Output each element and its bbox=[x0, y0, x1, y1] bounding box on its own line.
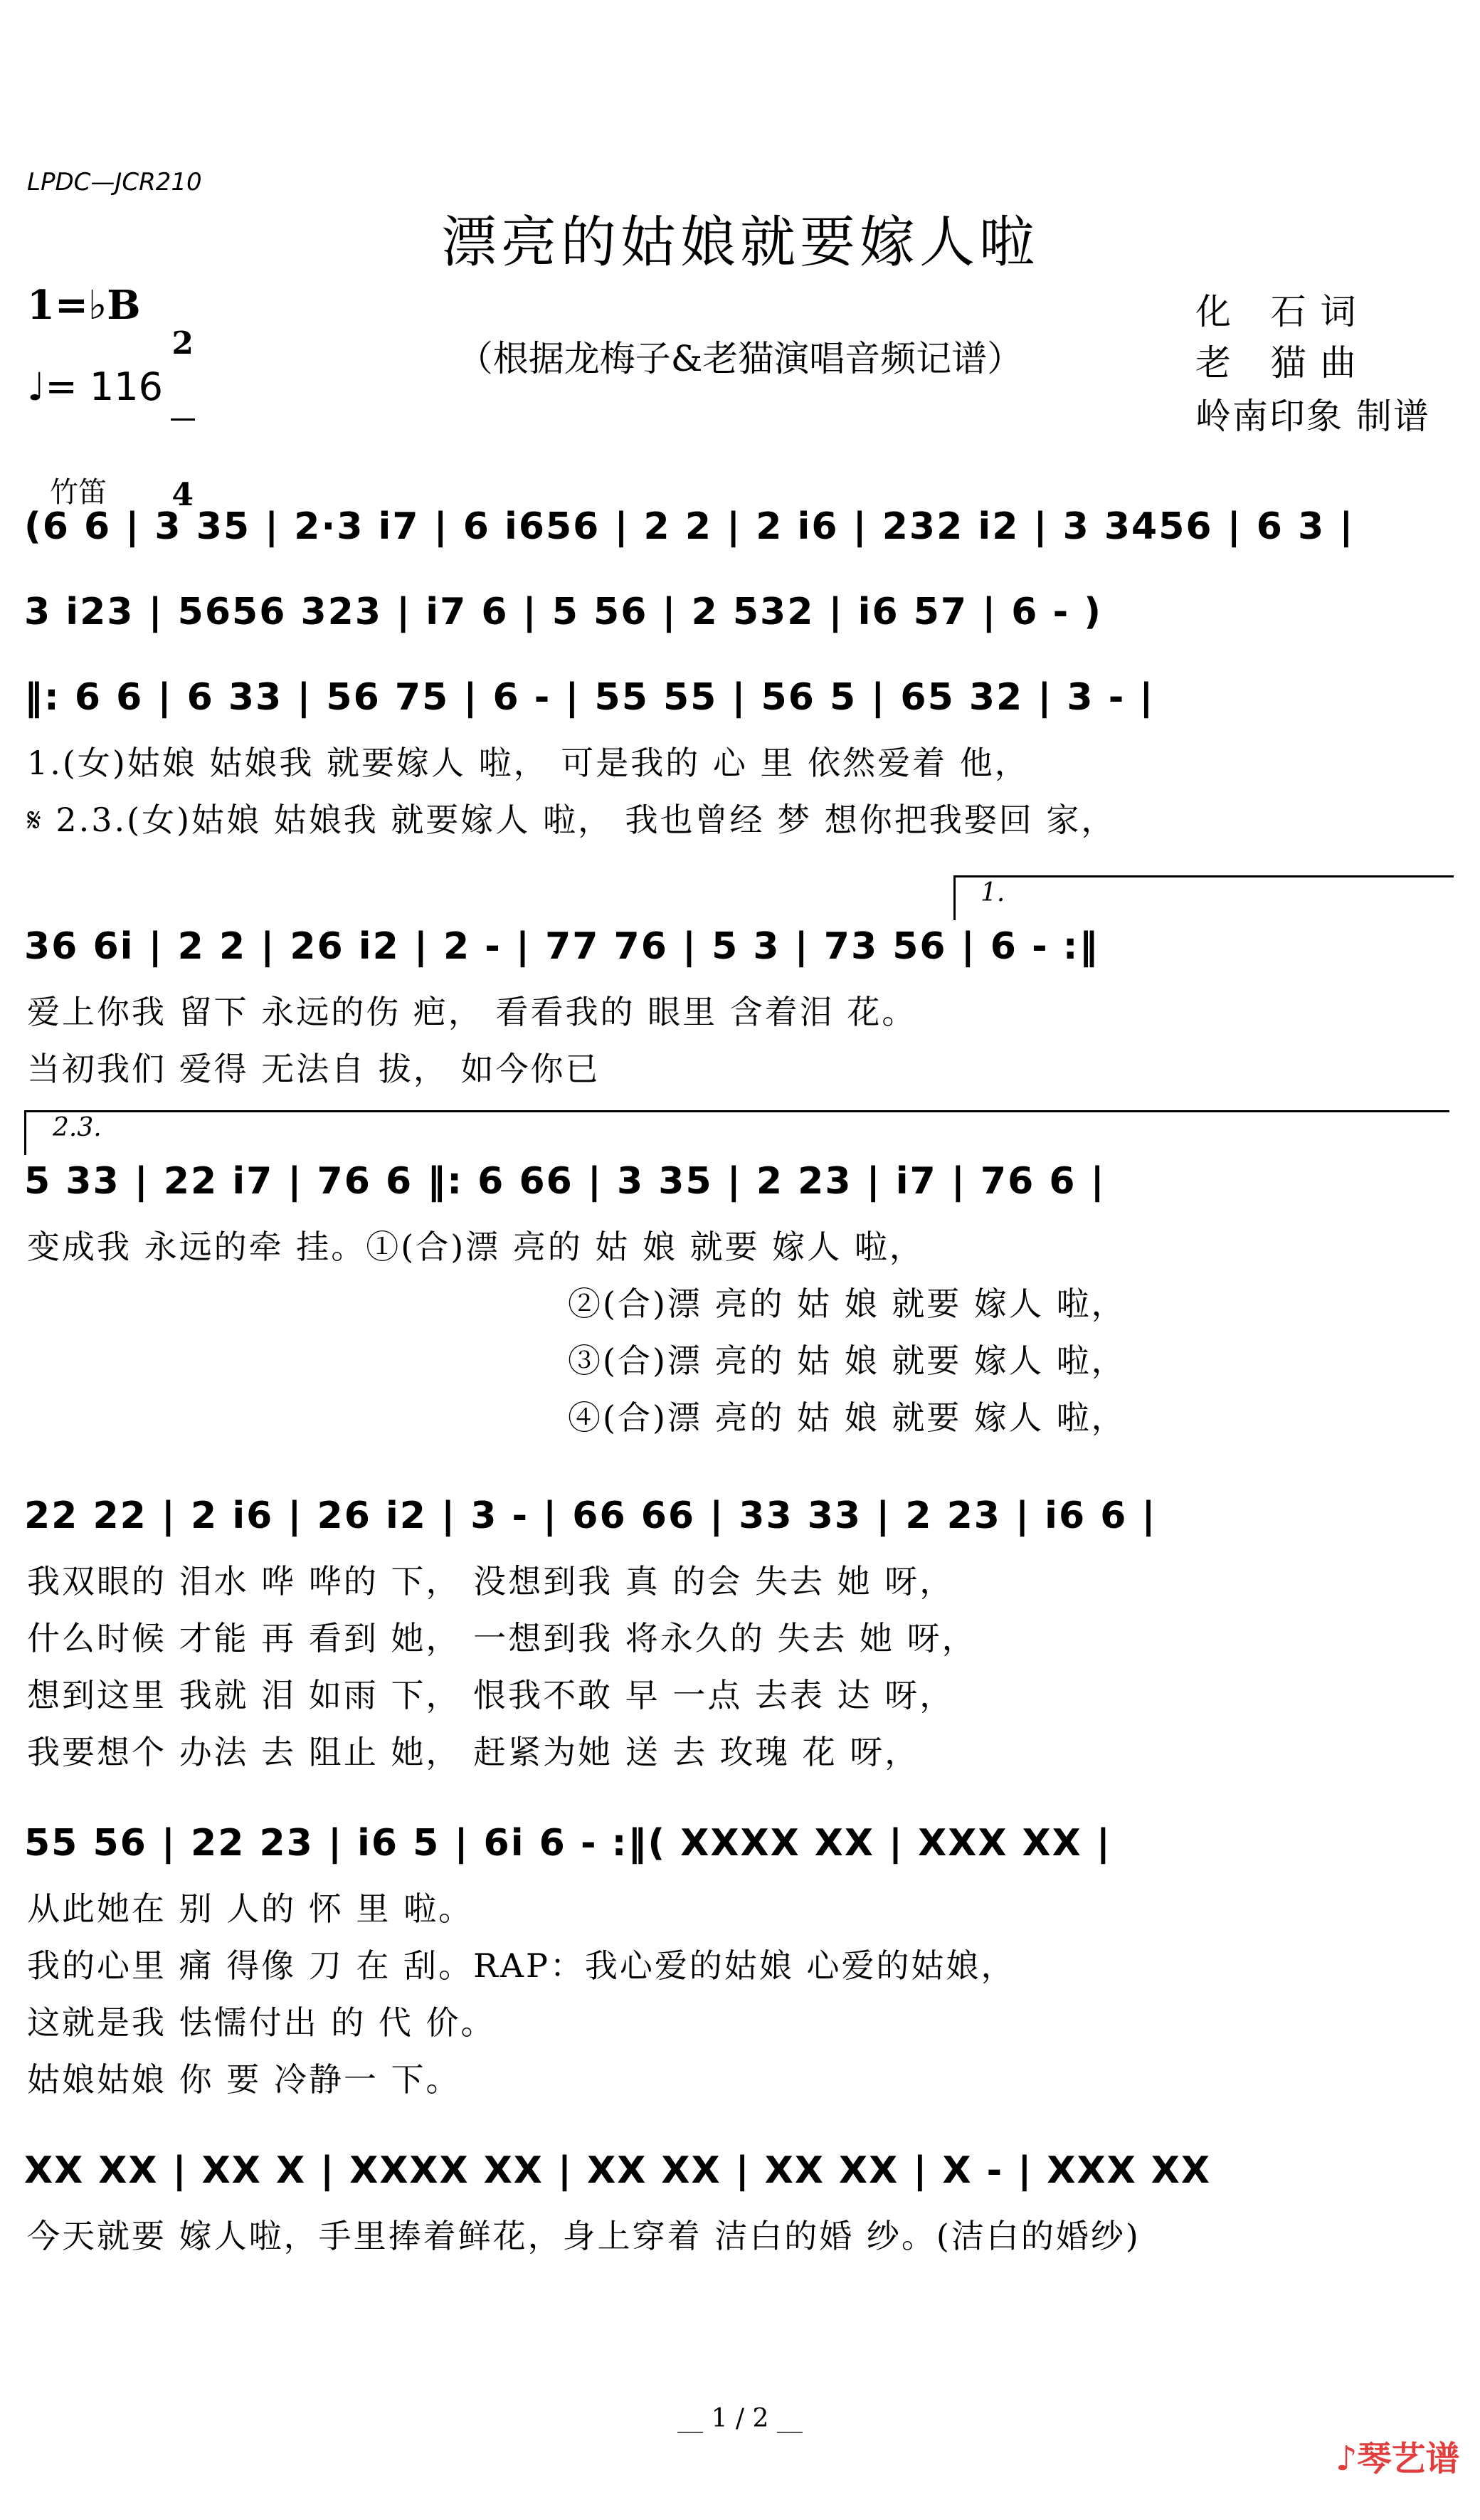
lyric-line: 今天就要 嫁人啦，手里捧着鲜花，身上穿着 洁白的婚 纱。(洁白的婚纱) bbox=[27, 2217, 1141, 2255]
lyric-line: 想到这里 我就 泪 如雨 下， 恨我不敢 早 一点 去表 达 呀， bbox=[27, 1676, 955, 1714]
notation-line: ‖: 6 6 | 6 33 | 56 75 | 6 - | 55 55 | 56 5 | 65 32 | 3 - | bbox=[24, 676, 1155, 719]
credit-arranger: 岭南印象 制谱 bbox=[1195, 396, 1430, 437]
time-signature-divider bbox=[171, 418, 195, 421]
lyric-line: 我的心里 痛 得像 刀 在 刮。RAP：我心爱的姑娘 心爱的姑娘， bbox=[27, 1946, 1016, 1985]
lyric-line: 当初我们 爱得 无法自 拔， 如今你已 bbox=[27, 1050, 601, 1088]
lyric-line: 变成我 永远的牵 挂。①(合)漂 亮的 姑 娘 就要 嫁人 啦， bbox=[27, 1228, 924, 1266]
site-logo bbox=[1288, 2391, 1460, 2520]
notation-line: 55 56 | 22 23 | i6 5 | 6i 6 - :‖( XXXX XX | XXX XX | bbox=[24, 1822, 1111, 1865]
lyric-line: ④(合)漂 亮的 姑 娘 就要 嫁人 啦， bbox=[568, 1398, 1126, 1437]
notation-line: 22 22 | 2 i6 | 26 i2 | 3 - | 66 66 | 33 33 | 2 23 | i6 6 | bbox=[24, 1494, 1157, 1537]
time-signature-bottom: 4 bbox=[171, 477, 194, 513]
lyric-line: 1.(女)姑娘 姑娘我 就要嫁人 啦， 可是我的 心 里 依然爱着 他， bbox=[27, 744, 1030, 782]
notation-line: 5 33 | 22 i7 | 76 6 ‖: 6 66 | 3 35 | 2 23 | i7 | 76 6 | bbox=[24, 1160, 1106, 1203]
logo-text: 琴艺谱 bbox=[1357, 2439, 1460, 2479]
song-title: 漂亮的姑娘就要嫁人啦 bbox=[440, 211, 1039, 275]
lyric-line: 我双眼的 泪水 哗 哗的 下， 没想到我 真 的会 失去 她 呀， bbox=[27, 1562, 955, 1601]
lyric-line: 爱上你我 留下 永远的伤 疤， 看看我的 眼里 含着泪 花。 bbox=[27, 993, 917, 1031]
lyric-line: 我要想个 办法 去 阻止 她， 赶紧为她 送 去 玫瑰 花 呀， bbox=[27, 1733, 920, 1771]
lyric-line: ②(合)漂 亮的 姑 娘 就要 嫁人 啦， bbox=[568, 1285, 1126, 1323]
lyric-line: 𝄋 2.3.(女)姑娘 姑娘我 就要嫁人 啦， 我也曾经 梦 想你把我娶回 家， bbox=[27, 801, 1116, 839]
lyric-line: 这就是我 怯懦付出 的 代 价。 bbox=[27, 2003, 496, 2042]
lyric-line: 从此她在 别 人的 怀 里 啦。 bbox=[27, 1889, 474, 1928]
logo-icon: ♪ bbox=[1335, 2439, 1358, 2479]
key-signature: 1=♭B bbox=[27, 282, 141, 329]
subtitle: （根据龙梅子&老猫演唱音频记谱） bbox=[457, 338, 1023, 379]
notation-line: 3 i23 | 5656 323 | i7 6 | 5 56 | 2 532 | i6 57 | 6 - ) bbox=[24, 591, 1103, 633]
instrument-label: 竹笛 bbox=[50, 476, 107, 509]
volta-bracket bbox=[24, 1110, 1449, 1155]
credit-composer: 老 猫 曲 bbox=[1195, 342, 1358, 384]
notation-line: XX XX | XX X | XXXX XX | XX XX | XX XX | X - | XXX XX bbox=[24, 2149, 1211, 2192]
time-signature-top: 2 bbox=[171, 325, 194, 362]
notation-line: (6 6 | 3 35 | 2·3 i7 | 6 i656 | 2 2 | 2 i6 | 232 i2 | 3 3456 | 6 3 | bbox=[24, 505, 1355, 548]
notation-line: 36 6i | 2 2 | 26 i2 | 2 - | 77 76 | 5 3 | 73 56 | 6 - :‖ bbox=[24, 925, 1099, 968]
volta-label: 2.3. bbox=[53, 1113, 102, 1142]
lyric-line: 姑娘姑娘 你 要 冷静一 下。 bbox=[27, 2060, 461, 2099]
volta-bracket bbox=[953, 875, 1454, 920]
credit-lyricist: 化 石 词 bbox=[1195, 291, 1358, 332]
tempo-mark: ♩= 116 bbox=[27, 364, 163, 409]
page-number: __ 1 / 2 __ bbox=[677, 2404, 803, 2433]
score-code: LPDC—JCR210 bbox=[27, 168, 202, 196]
lyric-line: ③(合)漂 亮的 姑 娘 就要 嫁人 啦， bbox=[568, 1341, 1126, 1380]
volta-label: 1. bbox=[980, 878, 1005, 907]
lyric-line: 什么时候 才能 再 看到 她， 一想到我 将永久的 失去 她 呀， bbox=[27, 1619, 977, 1657]
